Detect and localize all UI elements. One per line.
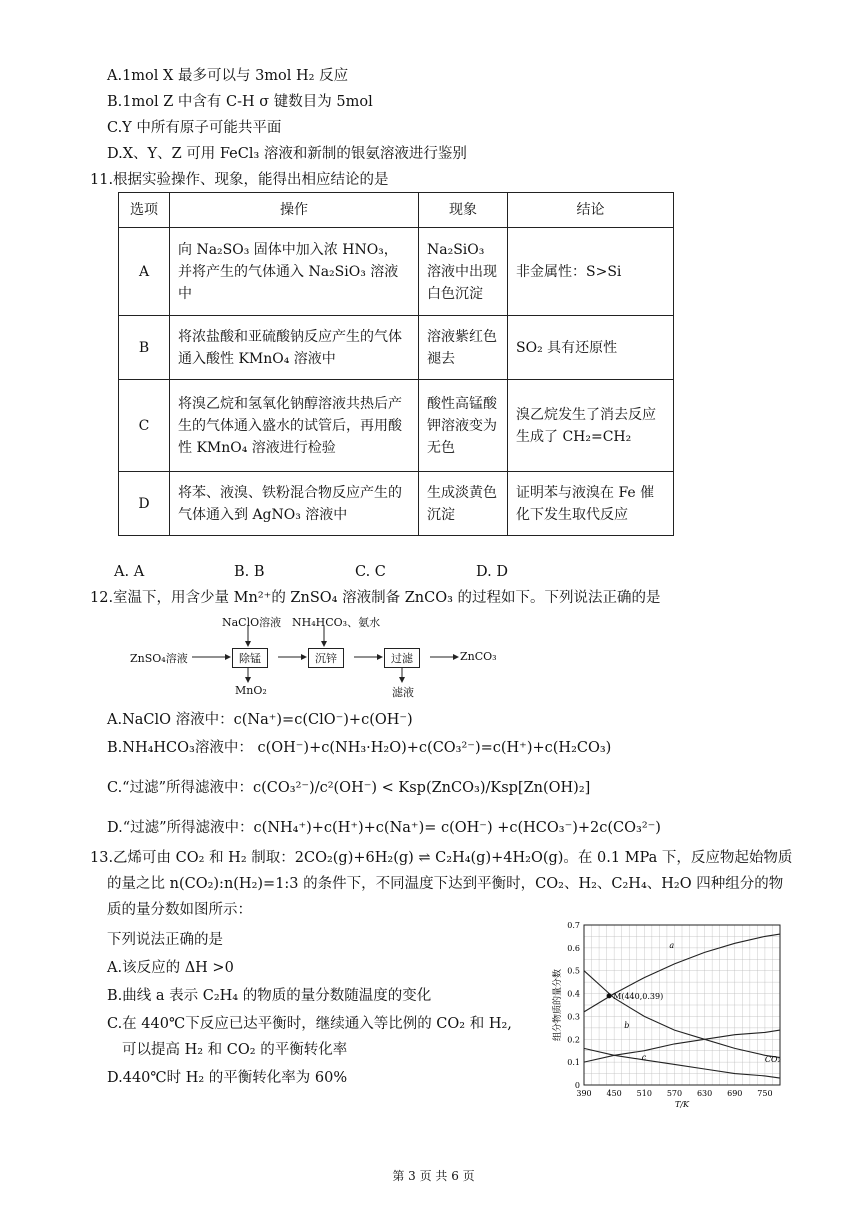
table-cell: 酸性高锰酸钾溶液变为无色	[419, 380, 508, 472]
table-row	[119, 472, 674, 536]
q11-answer-a: A. A	[114, 564, 145, 580]
q12-option-c: C.“过滤”所得滤液中：c(CO₃²⁻)/c²(OH⁻) < Ksp(ZnCO₃)/Ksp[Zn(OH)₂]	[107, 780, 591, 796]
reagent-2: NH₄HCO₃、氨水	[292, 616, 381, 629]
table-header: 结论	[508, 193, 674, 228]
q13-stem-1: 13.乙烯可由 CO₂ 和 H₂ 制取：2CO₂(g)+6H₂(g) ⇌ C₂H₄(g)+4H₂O(g)。在 0.1 MPa 下，反应物起始物质	[90, 850, 793, 866]
x-tick-label: 390	[576, 1089, 592, 1098]
table-cell: C	[119, 380, 170, 472]
y-tick-label: 0.2	[567, 1035, 580, 1045]
table-header: 选项	[119, 193, 170, 228]
q11-stem: 11.根据实验操作、现象，能得出相应结论的是	[90, 172, 389, 188]
q10-option-c: C.Y 中所有原子可能共平面	[107, 120, 282, 136]
step-zn-precipitation: 沉锌	[308, 648, 344, 668]
table-header: 操作	[170, 193, 419, 228]
table-cell: 溴乙烷发生了消去反应生成了 CH₂=CH₂	[508, 380, 674, 472]
table-cell: 将浓盐酸和亚硫酸钠反应产生的气体通入酸性 KMnO₄ 溶液中	[170, 316, 419, 380]
y-tick-label: 0.4	[567, 989, 580, 999]
step-filtration: 过滤	[384, 648, 420, 668]
q10-option-d: D.X、Y、Z 可用 FeCl₃ 溶液和新制的银氨溶液进行鉴别	[107, 146, 467, 162]
table-row	[119, 316, 674, 380]
x-tick-label: 630	[696, 1089, 713, 1098]
flow-arrows	[130, 612, 510, 702]
q13-option-b: B.曲线 a 表示 C₂H₄ 的物质的量分数随温度的变化	[107, 988, 432, 1004]
table-cell: Na₂SiO₃ 溶液中出现白色沉淀	[419, 228, 508, 316]
flow-output: ZnCO₃	[460, 650, 497, 663]
table-cell: B	[119, 316, 170, 380]
byproduct-1: MnO₂	[235, 684, 267, 697]
x-tick-label: 450	[606, 1089, 622, 1098]
equilibrium-chart	[548, 915, 788, 1115]
y-tick-label: 0.5	[567, 966, 580, 976]
flow-diagram	[130, 612, 510, 702]
q10-option-b: B.1mol Z 中含有 C-H σ 键数目为 5mol	[107, 94, 373, 110]
q11-answer-b: B. B	[234, 564, 265, 580]
reagent-1: NaClO溶液	[222, 616, 282, 629]
step-mn-removal: 除锰	[232, 648, 268, 668]
page-footer: 第 3 页 共 6 页	[392, 1169, 475, 1183]
q12-option-d: D.“过滤”所得滤液中：c(NH₄⁺)+c(H⁺)+c(Na⁺)= c(OH⁻) +c(HCO₃⁻)+2c(CO₃²⁻)	[107, 820, 661, 836]
table-cell: 向 Na₂SO₃ 固体中加入浓 HNO₃，并将产生的气体通入 Na₂SiO₃ 溶液中	[170, 228, 419, 316]
q12-stem: 12.室温下，用含少量 Mn²⁺的 ZnSO₄ 溶液制备 ZnCO₃ 的过程如下。下列说法正确的是	[90, 590, 661, 606]
byproduct-3: 滤液	[392, 686, 414, 699]
table-cell: 非金属性：S>Si	[508, 228, 674, 316]
table-cell: 证明苯与液溴在 Fe 催化下发生取代反应	[508, 472, 674, 536]
y-tick-label: 0.3	[567, 1012, 580, 1022]
series-label: CO₂	[764, 1055, 781, 1065]
flow-input: ZnSO₄溶液	[130, 652, 188, 665]
q13-stem-3: 质的量分数如图所示：	[107, 902, 252, 918]
q13-option-a: A.该反应的 ΔH >0	[107, 960, 234, 976]
table-cell: 溶液紫红色褪去	[419, 316, 508, 380]
table-cell: D	[119, 472, 170, 536]
table-row	[119, 228, 674, 316]
annotation-point	[607, 993, 612, 998]
table-header: 现象	[419, 193, 508, 228]
x-axis-label: T/K	[674, 1100, 690, 1109]
series-label: b	[624, 1020, 630, 1030]
q11-answer-d: D. D	[476, 564, 508, 580]
q13-option-c-cont: 可以提高 H₂ 和 CO₂ 的平衡转化率	[122, 1042, 348, 1058]
table-cell: 将苯、液溴、铁粉混合物反应产生的气体通入到 AgNO₃ 溶液中	[170, 472, 419, 536]
y-axis-label: 组分物质的量分数	[553, 968, 563, 1042]
q12-option-b: B.NH₄HCO₃溶液中： c(OH⁻)+c(NH₃·H₂O)+c(CO₃²⁻)=c(H⁺)+c(H₂CO₃)	[107, 740, 612, 756]
q13-option-c: C.在 440℃下反应已达平衡时，继续通入等比例的 CO₂ 和 H₂,	[107, 1016, 512, 1032]
table-row	[119, 380, 674, 472]
x-tick-label: 570	[666, 1089, 683, 1098]
series-label: c	[641, 1052, 647, 1062]
table-cell: A	[119, 228, 170, 316]
q12-option-a: A.NaClO 溶液中：c(Na⁺)=c(ClO⁻)+c(OH⁻)	[107, 712, 413, 728]
y-tick-label: 0.7	[567, 921, 580, 930]
q13-ask: 下列说法正确的是	[107, 932, 223, 948]
y-tick-label: 0.6	[567, 943, 580, 953]
experiment-table	[118, 192, 674, 536]
x-tick-label: 510	[636, 1089, 652, 1098]
q13-option-d: D.440℃时 H₂ 的平衡转化率为 60%	[107, 1070, 348, 1086]
table-cell: 生成淡黄色沉淀	[419, 472, 508, 536]
y-tick-label: 0.1	[567, 1058, 580, 1068]
series-label: a	[669, 940, 675, 950]
annotation-label: M(440,0.39)	[613, 991, 664, 1001]
q11-answer-c: C. C	[355, 564, 386, 580]
q13-stem-2: 的量之比 n(CO₂):n(H₂)=1:3 的条件下，不同温度下达到平衡时，CO₂、H₂、C₂H₄、H₂O 四种组分的物	[107, 876, 784, 892]
y-tick-label: 0	[574, 1081, 580, 1090]
x-tick-label: 690	[727, 1089, 743, 1098]
x-tick-label: 750	[757, 1089, 773, 1098]
q10-option-a: A.1mol X 最多可以与 3mol H₂ 反应	[107, 68, 349, 84]
table-cell: SO₂ 具有还原性	[508, 316, 674, 380]
table-cell: 将溴乙烷和氢氧化钠醇溶液共热后产生的气体通入盛水的试管后，再用酸性 KMnO₄ 溶液进行检验	[170, 380, 419, 472]
